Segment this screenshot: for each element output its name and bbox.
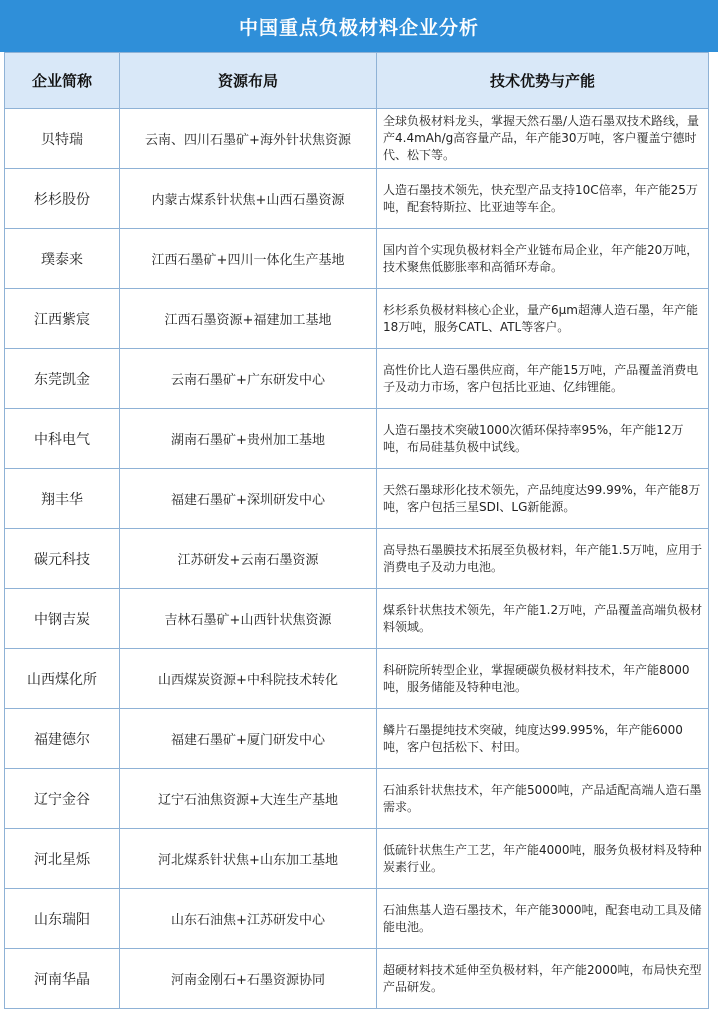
company-table <box>4 52 709 1009</box>
company-name-cell: 江西紫宸 <box>5 289 120 349</box>
header-company: 企业简称 <box>5 53 120 109</box>
header-resource: 资源布局 <box>120 53 377 109</box>
company-name-cell: 山西煤化所 <box>5 649 120 709</box>
table-row <box>5 709 709 769</box>
resource-cell: 云南石墨矿+广东研发中心 <box>120 349 377 409</box>
tech-cell: 高导热石墨膜技术拓展至负极材料，年产能1.5万吨，应用于消费电子及动力电池。 <box>377 529 709 589</box>
resource-cell: 山西煤炭资源+中科院技术转化 <box>120 649 377 709</box>
table-row <box>5 109 709 169</box>
resource-cell: 辽宁石油焦资源+大连生产基地 <box>120 769 377 829</box>
resource-cell: 江西石墨矿+四川一体化生产基地 <box>120 229 377 289</box>
tech-cell: 石油系针状焦技术，年产能5000吨，产品适配高端人造石墨需求。 <box>377 769 709 829</box>
company-name-cell: 东莞凯金 <box>5 349 120 409</box>
page-title: 中国重点负极材料企业分析 <box>0 0 718 52</box>
tech-cell: 石油焦基人造石墨技术，年产能3000吨，配套电动工具及储能电池。 <box>377 889 709 949</box>
tech-cell: 科研院所转型企业，掌握硬碳负极材料技术，年产能8000吨，服务储能及特种电池。 <box>377 649 709 709</box>
table-row <box>5 469 709 529</box>
tech-cell: 杉杉系负极材料核心企业，量产6μm超薄人造石墨，年产能18万吨，服务CATL、ATL等客户。 <box>377 289 709 349</box>
resource-cell: 山东石油焦+江苏研发中心 <box>120 889 377 949</box>
tech-cell: 高性价比人造石墨供应商，年产能15万吨，产品覆盖消费电子及动力市场，客户包括比亚迪、亿纬锂能。 <box>377 349 709 409</box>
tech-cell: 天然石墨球形化技术领先，产品纯度达99.99%，年产能8万吨，客户包括三星SDI、LG新能源。 <box>377 469 709 529</box>
table-body <box>5 109 709 1009</box>
resource-cell: 内蒙古煤系针状焦+山西石墨资源 <box>120 169 377 229</box>
tech-cell: 人造石墨技术领先，快充型产品支持10C倍率，年产能25万吨，配套特斯拉、比亚迪等车企。 <box>377 169 709 229</box>
tech-cell: 国内首个实现负极材料全产业链布局企业，年产能20万吨，技术聚焦低膨胀率和高循环寿命。 <box>377 229 709 289</box>
table-row <box>5 349 709 409</box>
table-row <box>5 829 709 889</box>
company-name-cell: 翔丰华 <box>5 469 120 529</box>
table-row <box>5 889 709 949</box>
resource-cell: 湖南石墨矿+贵州加工基地 <box>120 409 377 469</box>
tech-cell: 低硫针状焦生产工艺，年产能4000吨，服务负极材料及特种炭素行业。 <box>377 829 709 889</box>
table-row <box>5 949 709 1009</box>
table-row <box>5 769 709 829</box>
resource-cell: 云南、四川石墨矿+海外针状焦资源 <box>120 109 377 169</box>
company-name-cell: 山东瑞阳 <box>5 889 120 949</box>
resource-cell: 河南金刚石+石墨资源协同 <box>120 949 377 1009</box>
table-row <box>5 289 709 349</box>
company-table-container <box>4 52 708 1009</box>
company-name-cell: 碳元科技 <box>5 529 120 589</box>
table-row <box>5 229 709 289</box>
company-name-cell: 河北星烁 <box>5 829 120 889</box>
resource-cell: 江苏研发+云南石墨资源 <box>120 529 377 589</box>
tech-cell: 超硬材料技术延伸至负极材料，年产能2000吨，布局快充型产品研发。 <box>377 949 709 1009</box>
company-name-cell: 辽宁金谷 <box>5 769 120 829</box>
company-name-cell: 贝特瑞 <box>5 109 120 169</box>
table-header-row <box>5 53 709 109</box>
resource-cell: 河北煤系针状焦+山东加工基地 <box>120 829 377 889</box>
resource-cell: 福建石墨矿+厦门研发中心 <box>120 709 377 769</box>
table-row <box>5 589 709 649</box>
table-row <box>5 649 709 709</box>
resource-cell: 福建石墨矿+深圳研发中心 <box>120 469 377 529</box>
company-name-cell: 福建德尔 <box>5 709 120 769</box>
table-row <box>5 409 709 469</box>
tech-cell: 全球负极材料龙头，掌握天然石墨/人造石墨双技术路线，量产4.4mAh/g高容量产品，年产能30万吨，客户覆盖宁德时代、松下等。 <box>377 109 709 169</box>
table-row <box>5 169 709 229</box>
header-tech: 技术优势与产能 <box>377 53 709 109</box>
resource-cell: 江西石墨资源+福建加工基地 <box>120 289 377 349</box>
company-name-cell: 中钢吉炭 <box>5 589 120 649</box>
company-name-cell: 中科电气 <box>5 409 120 469</box>
table-row <box>5 529 709 589</box>
tech-cell: 鳞片石墨提纯技术突破，纯度达99.995%，年产能6000吨，客户包括松下、村田。 <box>377 709 709 769</box>
company-name-cell: 杉杉股份 <box>5 169 120 229</box>
tech-cell: 煤系针状焦技术领先，年产能1.2万吨，产品覆盖高端负极材料领域。 <box>377 589 709 649</box>
company-name-cell: 河南华晶 <box>5 949 120 1009</box>
tech-cell: 人造石墨技术突破1000次循环保持率95%，年产能12万吨，布局硅基负极中试线。 <box>377 409 709 469</box>
company-name-cell: 璞泰来 <box>5 229 120 289</box>
resource-cell: 吉林石墨矿+山西针状焦资源 <box>120 589 377 649</box>
